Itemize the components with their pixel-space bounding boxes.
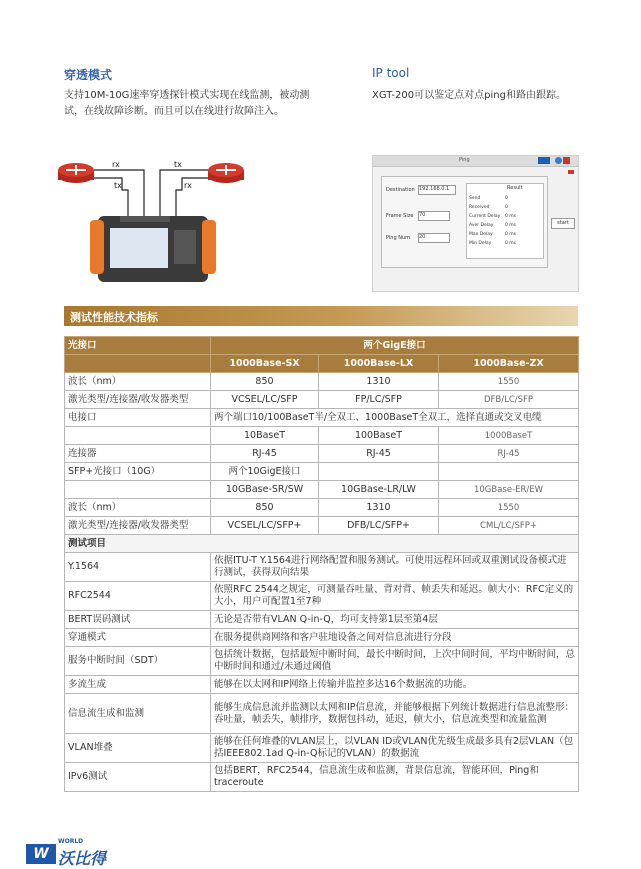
item-desc: 能够在以太网和IP网络上传输并监控多达16个数据流的功能。 [211, 676, 579, 694]
result-labels: Send Received Current Delay Aver Delay Max Delay Min Delay [469, 196, 501, 246]
item-desc: 包括BERT，RFC2544，信息流生成和监测，背景信息流，智能环回，Ping和traceroute [211, 763, 579, 792]
item-desc: 依照RFC 2544之规定，可测量吞吐量、背对背、帧丢失和延迟。帧大小：RFC定义的大小，用户可配置1至7种 [211, 582, 579, 611]
brand-logo-top: WORLD [58, 838, 84, 845]
item-desc: 能够在任何堆叠的VLAN层上，以VLAN ID或VLAN优先级生成最多具有2层VLAN（包括IEEE802.1ad Q-in-Q标记的VLAN）的数据流 [211, 734, 579, 763]
h-gige: 两个GigE接口 [211, 337, 579, 355]
right-section-title: IP tool [372, 66, 410, 80]
tester-device-icon [90, 216, 216, 282]
spec-banner [64, 306, 578, 326]
left-section-desc: 支持10M-10G速率穿透探针模式实现在线监测，被动测试，在线故障诊断。而且可以在线进行故障注入。 [64, 90, 310, 117]
left-section-title: 穿透模式 [64, 68, 113, 82]
network-icon [555, 157, 562, 164]
sub-title: 测试项目 [65, 535, 579, 553]
result-values: 0 0 0 ms 0 ms 0 ms 0 ms [505, 196, 517, 246]
field-ping-num-label: Ping Num [386, 235, 411, 241]
r-laser2: 激光类型/连接器/收发器类型 [65, 517, 211, 535]
flag-icon [568, 170, 574, 174]
item-name: 信息流生成和监测 [65, 694, 211, 734]
passthrough-diagram [54, 150, 274, 290]
r-conn: 连接器 [65, 445, 211, 463]
item-name: 服务中断时间（SDT） [65, 647, 211, 676]
r-elec: 电接口 [65, 409, 211, 427]
battery-icon [563, 157, 570, 164]
result-header: Result [507, 185, 523, 191]
frame-size-input[interactable]: 70 [418, 211, 450, 221]
r-wave2: 波长（nm） [65, 499, 211, 517]
router-right-icon [208, 163, 244, 183]
label-tx-right: tx [174, 160, 182, 169]
item-name: VLAN堆叠 [65, 734, 211, 763]
label-tx-left: tx [114, 181, 122, 190]
h-optical: 光接口 [65, 337, 211, 355]
item-name: Y.1564 [65, 553, 211, 582]
item-desc: 无论是否带有VLAN Q-in-Q，均可支持第1层至第4层 [211, 611, 579, 629]
item-name: 多流生成 [65, 676, 211, 694]
label-rx-right: rx [184, 181, 192, 190]
status-icon [538, 157, 550, 164]
router-left-icon [58, 163, 94, 183]
field-frame-size-label: Frame Size [386, 213, 414, 219]
result-panel [466, 183, 544, 259]
item-name: IPv6测试 [65, 763, 211, 792]
item-desc: 依据ITU-T Y.1564进行网络配置和服务测试。可使用远程环回或双重测试设备模式进行测试，获得双向结果 [211, 553, 579, 582]
r-laser: 激光类型/连接器/收发器类型 [65, 391, 211, 409]
label-rx-left: rx [112, 160, 120, 169]
r-wave: 波长（nm） [65, 373, 211, 391]
item-desc: 包括统计数据，包括最短中断时间，最长中断时间，上次中间时间，平均中断时间，总中断时间和通过/未通过阈值 [211, 647, 579, 676]
item-desc: 在服务提供商网络和客户驻地设备之间对信息流进行分段 [211, 629, 579, 647]
h-sx: 1000Base-SX [211, 355, 319, 373]
brand-logo-text: 沃比得 [58, 849, 107, 868]
item-name: RFC2544 [65, 582, 211, 611]
field-destination-label: Destination [386, 187, 415, 193]
r-sfp: SFP+光接口（10G） [65, 463, 211, 481]
destination-input[interactable]: 192.168.0.1 [418, 185, 456, 195]
h-lx: 1000Base-LX [319, 355, 439, 373]
tab-ping: Ping [459, 157, 470, 163]
start-button[interactable]: start [551, 218, 575, 229]
h-zx: 1000Base-ZX [439, 355, 579, 373]
banner-title: 测试性能技术指标 [70, 311, 158, 324]
spec-table: 光接口 两个GigE接口 1000Base-SX 1000Base-LX 1000Base-ZX 波长（nm） 850 1310 1550 激光类型/连接器/收发器类型 VCSEL/LC/SFP FP/LC/SFP DFB/LC/SFP 电接口 两个端口10/100BaseT半/全双工、1000BaseT全双工，选择直通或交叉电缆 10BaseT 100BaseT 1000BaseT 连接器 RJ-45 RJ-45 RJ-45 SFP+光接口（10G） 两个10GigE接口 10GBase-SR/SW 10GBase-LR/LW 10GBase-ER/EW 波长（nm） 850 1310 1550 激光类型/连接器/收发器类型 VCSEL/LC/SFP+ DFB/LC/SFP+ CML/LC/SFP+ 测试项目 Y.1564 依据ITU-T Y.1564进行网络配置和服务测试。可使用远程环回或双重测试设备模式进行测试，获得双向结果 RFC2544 依照RFC 2544之规定，可测量吞吐量、背对背、帧丢失和延迟。帧大小：RFC定义的大小，用户可配置1至7种 BERT误码测试 无论是否带有VLAN Q-in-Q，均可支持第1层至第4层 穿通模式 在服务提供商网络和客户驻地设备之间对信息流进行分段 服务中断时间（SDT） 包括统计数据，包括最短中断时间，最长中断时间，上次中间时间，平均中断时间，总中断时间和通过/未通过阈值 多流生成 能够在以太网和IP网络上传输并监控多达16个数据流的功能。 信息流生成和监测 能够生成信息流并监测以太网和IP信息流，并能够根据下列统计数据进行信息流整形：吞吐量，帧丢失，帧排序，数据包抖动，延迟，帧大小，信息流类型和流量监测 VLAN堆叠 能够在任何堆叠的VLAN层上，以VLAN ID或VLAN优先级生成最多具有2层VLAN（包括IEEE802.1ad Q-in-Q标记的VLAN）的数据流 IPv6测试 包括BERT，RFC2544，信息流生成和监测，背景信息流，智能环回，Ping和traceroute [64, 336, 579, 792]
brand-logo-icon: W [26, 844, 56, 864]
item-name: BERT误码测试 [65, 611, 211, 629]
item-desc: 能够生成信息流并监测以太网和IP信息流，并能够根据下列统计数据进行信息流整形：吞吐量，帧丢失，帧排序，数据包抖动，延迟，帧大小，信息流类型和流量监测 [211, 694, 579, 734]
ping-num-input[interactable]: 20 [418, 233, 450, 243]
ip-tool-screenshot [372, 155, 579, 292]
item-name: 穿通模式 [65, 629, 211, 647]
right-section-desc: XGT-200可以鉴定点对点ping和路由跟踪。 [372, 90, 566, 101]
